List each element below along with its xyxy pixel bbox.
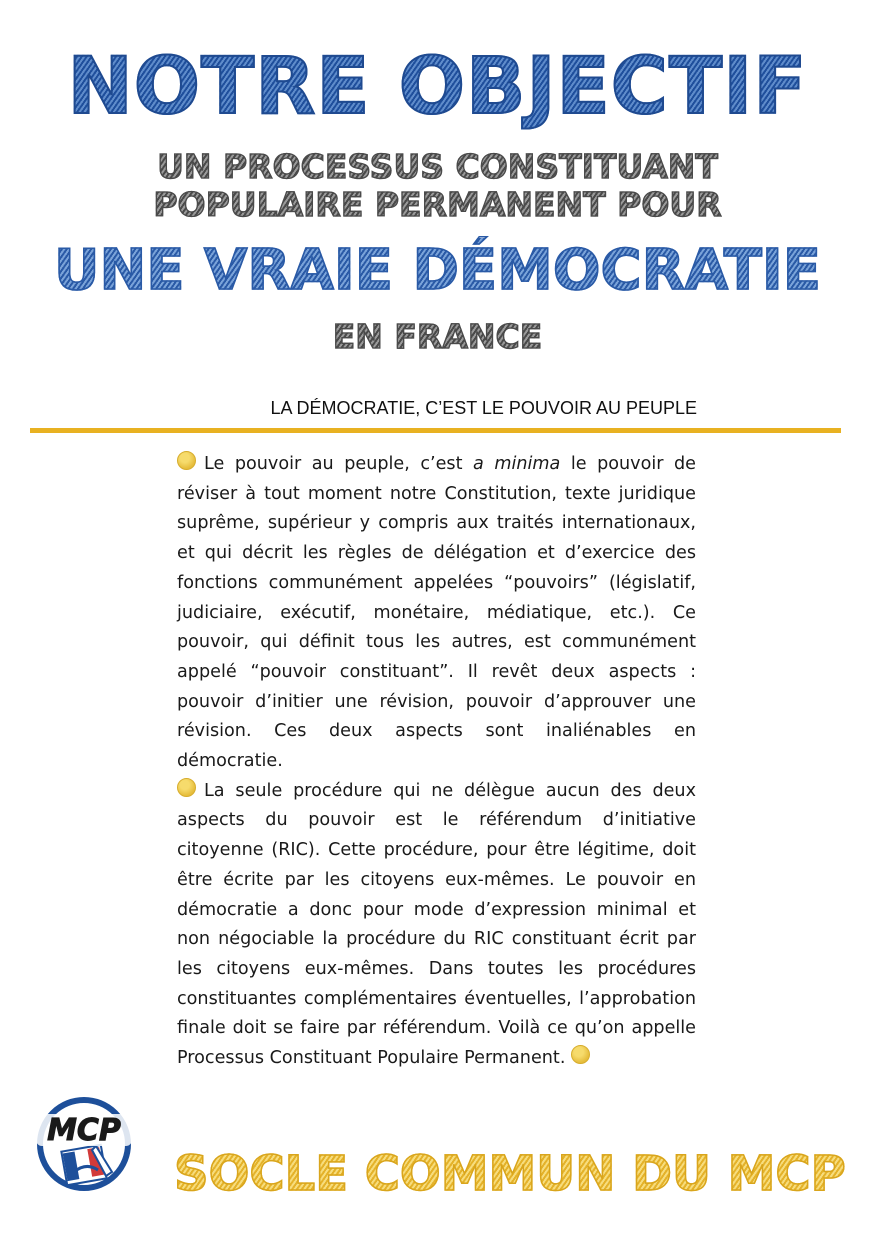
headline: UNE VRAIE DÉMOCRATIE — [0, 238, 875, 303]
subtitle-line-1: UN PROCESSUS CONSTITUANT — [0, 148, 875, 185]
subtitle-line-3: EN FRANCE — [0, 318, 875, 355]
paragraph-1-body: le pouvoir de réviser à tout moment notre Constitution, texte juridique suprême, supérieur y compris aux traités internationaux, et qui décrit les règles de délégation et d’exercice des fonctions communément appelées “pouvoirs” (législatif, judiciaire, exécutif, monétaire, médiatique, etc.). Ce pouvoir, qui définit tous les autres, est communément appelé “pouvoir constituant”. Il revêt deux aspects : pouvoir d’initier une révision, pouvoir d’approuver une révision. Ces deux aspects sont inaliénables en démocratie. — [177, 454, 696, 772]
footer-title: SOCLE COMMUN DU MCP — [174, 1146, 846, 1202]
end-dot-icon — [571, 1045, 590, 1064]
paragraph-1 — [177, 450, 696, 777]
subtitle-line-2: POPULAIRE PERMANENT POUR — [0, 186, 875, 223]
paragraph-1-emphasis: a minima — [473, 454, 561, 474]
page-title: NOTRE OBJECTIF — [0, 42, 875, 132]
logo-text: MCP — [47, 1113, 121, 1148]
bullet-dot-icon — [177, 778, 196, 797]
divider — [30, 428, 841, 433]
mcp-logo-icon — [34, 1092, 134, 1196]
body-text — [177, 450, 696, 1074]
bullet-dot-icon — [177, 451, 196, 470]
section-kicker: LA DÉMOCRATIE, C’EST LE POUVOIR AU PEUPLE — [270, 398, 697, 418]
paragraph-2-body: La seule procédure qui ne délègue aucun des deux aspects du pouvoir est le référendum d’initiative citoyenne (RIC). Cette procédure, pour être légitime, doit être écrite par les citoyens eux-mêmes. Le pouvoir en démocratie a donc pour mode d’expression minimal et non négociable la procédure du RIC constituant écrit par les citoyens eux-mêmes. Dans toutes les procédures constituantes complémentaires éventuelles, l’approbation finale doit se faire par référendum. Voilà ce qu’on appelle Processus Constituant Populaire Permanent. — [177, 780, 696, 1069]
paragraph-1-intro: Le pouvoir au peuple, c’est — [204, 454, 474, 474]
paragraph-2 — [177, 777, 696, 1074]
